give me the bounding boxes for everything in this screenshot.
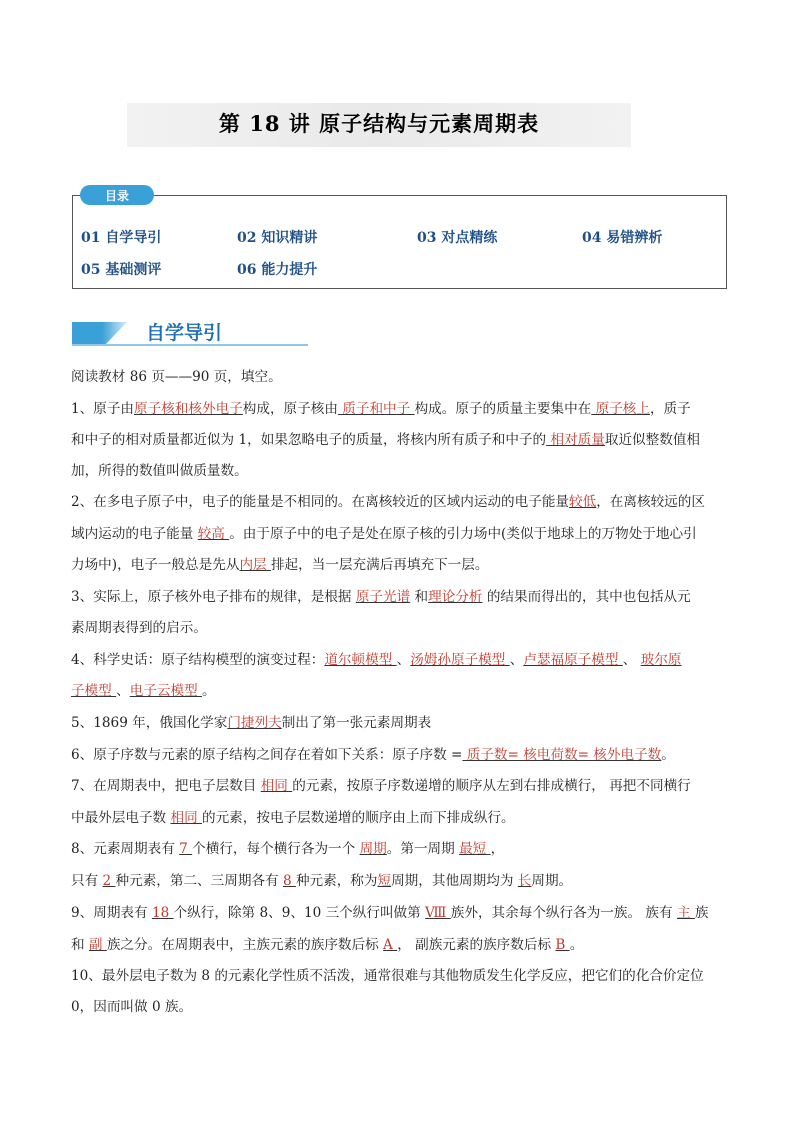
text-span: 构成。原子的质量主要集中在 (414, 401, 592, 417)
text-line (71, 462, 727, 480)
answer-blank: 周期 (359, 841, 387, 857)
answer-blank: 道尔顿模型 (324, 652, 397, 668)
answer-blank: 相同 (260, 778, 293, 794)
toc-item-05[interactable]: 05 基础测评 (81, 262, 162, 278)
text-line (71, 746, 727, 764)
text-line (71, 904, 727, 922)
text-span: 2、在多电子原子中，电子的能量是不相同的。在离核较近的区域内运动的电子能量 (71, 494, 570, 510)
text-line (71, 400, 727, 418)
answer-blank: 电子云模型 (129, 683, 202, 699)
toc-tab (80, 185, 154, 205)
answer-blank: 子模型 (71, 683, 117, 699)
text-line (71, 936, 727, 954)
text-line (71, 998, 727, 1016)
text-line (71, 556, 727, 574)
text-span: 、 (396, 652, 411, 668)
text-span: 族之分。在周期表中，主族元素的族序数后标 (106, 937, 384, 953)
section-title: 自学导引 (146, 322, 223, 344)
text-span: 0，因而叫做 0 族。 (71, 999, 193, 1015)
text-line (71, 967, 727, 985)
text-span: ， 副族元素的族序数后标 (397, 937, 556, 953)
text-span: 中最外层电子数 (71, 810, 171, 826)
text-span: 周期。 (531, 873, 573, 889)
text-line (71, 588, 727, 606)
answer-blank: B (555, 937, 570, 953)
text-span: 的元素，按原子序数递增的顺序从左到右排成横行， 再把不同横行 (292, 778, 691, 794)
answer-blank: A (383, 937, 398, 953)
answer-blank: 长 (517, 873, 532, 889)
text-span: 、 (509, 652, 524, 668)
text-span: 构成，原子核由 (242, 401, 338, 417)
answer-blank: 18 (151, 905, 174, 921)
answer-blank: 内层 (239, 557, 271, 573)
answer-blank: 主 (676, 905, 695, 921)
answer-blank: 原子核上 (591, 401, 650, 417)
text-span: 加，所得的数值叫做质量数。 (71, 463, 248, 479)
answer-blank: 较高 (197, 526, 230, 542)
text-span: 9、周期表有 (71, 905, 152, 921)
text-span: 只有 (71, 873, 103, 889)
text-span: 和 (410, 589, 429, 605)
answer-blank: 玻尔原 (640, 652, 682, 668)
text-span: 10、最外层电子数为 8 的元素化学性质不活泼，通常很难与其他物质发生化学反应，把它们的化合价定位 (71, 968, 704, 984)
text-span: 族 (694, 905, 709, 921)
text-span: 6、原子序数与元素的原子结构之间存在着如下关系：原子序数 = (71, 747, 463, 763)
text-span: 8、元素周期表有 (71, 841, 180, 857)
text-span: 种元素，第二、三周期各有 (115, 873, 283, 889)
text-line (71, 493, 727, 511)
text-line (71, 651, 727, 669)
text-span: ， (490, 841, 505, 857)
answer-blank: 质子和中子 (337, 401, 415, 417)
answer-blank: 相同 (170, 810, 202, 826)
answer-blank: 卢瑟福原子模型 (523, 652, 623, 668)
text-span: 和 (71, 937, 89, 953)
toc-tab-label: 目录 (104, 189, 129, 203)
text-span: 力场中)，电子一般总是先从 (71, 557, 240, 573)
text-span: 的结果而得出的，其中也包括从元 (482, 589, 691, 605)
text-span: 域内运动的电子能量 (71, 526, 198, 542)
text-span: 4、科学史话：原子结构模型的演变过程： (71, 652, 325, 668)
answer-blank: 较低 (569, 494, 597, 510)
text-span: 和中子的相对质量都近似为 1，如果忽略电子的质量，将核内所有质子和中子的 (71, 432, 547, 448)
text-line (71, 714, 727, 732)
answer-blank: 门捷列夫 (227, 715, 282, 731)
page-title: 第 18 讲 原子结构与元素周期表 (218, 111, 540, 136)
text-span: 素周期表得到的启示。 (71, 620, 207, 636)
text-span: 取近似整数值相 (604, 432, 701, 448)
text-span: 排起，当一层充满后再填充下一层。 (270, 557, 489, 573)
text-line (71, 777, 727, 795)
answer-blank: 原子核和核外电子 (134, 401, 243, 417)
answer-blank: 汤姆孙原子模型 (410, 652, 510, 668)
toc-item-01[interactable]: 01 自学导引 (81, 230, 162, 246)
text-span: 族外，其余每个纵行各为一族。 族有 (450, 905, 677, 921)
answer-blank: 最短 (459, 841, 491, 857)
text-span: ，在离核较远的区 (596, 494, 705, 510)
text-span: 。 (569, 937, 584, 953)
text-line (71, 619, 727, 637)
text-span: 。 (202, 683, 216, 699)
text-line (71, 809, 727, 827)
text-span: 的元素，按电子层数递增的顺序由上而下排成纵行。 (202, 810, 515, 826)
answer-blank: Ⅷ (425, 905, 451, 921)
toc-item-03[interactable]: 03 对点精练 (417, 230, 498, 246)
answer-blank: 短 (377, 873, 392, 889)
toc-item-02[interactable]: 02 知识精讲 (237, 230, 318, 246)
text-line (71, 368, 727, 386)
text-span: 5、1869 年，俄国化学家 (71, 715, 228, 731)
text-span: 个纵行，除第 8、9、10 三个纵行叫做第 (173, 905, 426, 921)
answer-blank: 8 (282, 873, 296, 889)
text-span: 1、原子由 (71, 401, 135, 417)
text-span: 。第一周期 (386, 841, 460, 857)
text-span: 种元素，称为 (295, 873, 378, 889)
text-line (71, 525, 727, 543)
text-line (71, 431, 727, 449)
text-line (71, 682, 727, 700)
answer-blank: 质子数= 核电荷数= 核外电子数 (462, 747, 662, 763)
text-span: ，质子 (649, 401, 691, 417)
text-span: 、 (622, 652, 641, 668)
answer-blank: 原子光谱 (355, 589, 411, 605)
text-span: 、 (116, 683, 130, 699)
text-span: 周期，其他周期均为 (391, 873, 518, 889)
text-line (71, 840, 727, 858)
text-span: 个横行，每个横行各为一个 (192, 841, 360, 857)
text-span: 。 (661, 747, 675, 763)
text-span: 。由于原子中的电子是处在原子核的引力场中(类似于地球上的万物处于地心引 (229, 526, 697, 542)
text-span: 3、实际上，原子核外电子排布的规律，是根据 (71, 589, 356, 605)
text-span: 阅读教材 86 页——90 页，填空。 (71, 369, 282, 385)
text-span: 制出了第一张元素周期表 (281, 715, 432, 731)
answer-blank: 理论分析 (428, 589, 483, 605)
text-line (71, 872, 727, 890)
text-span: 7、在周期表中，把电子层数目 (71, 778, 261, 794)
toc-item-04[interactable]: 04 易错辨析 (582, 230, 663, 246)
toc-item-06[interactable]: 06 能力提升 (237, 262, 318, 278)
answer-blank: 7 (179, 841, 193, 857)
answer-blank: 2 (102, 873, 116, 889)
answer-blank: 相对质量 (546, 432, 605, 448)
answer-blank: 副 (88, 937, 107, 953)
